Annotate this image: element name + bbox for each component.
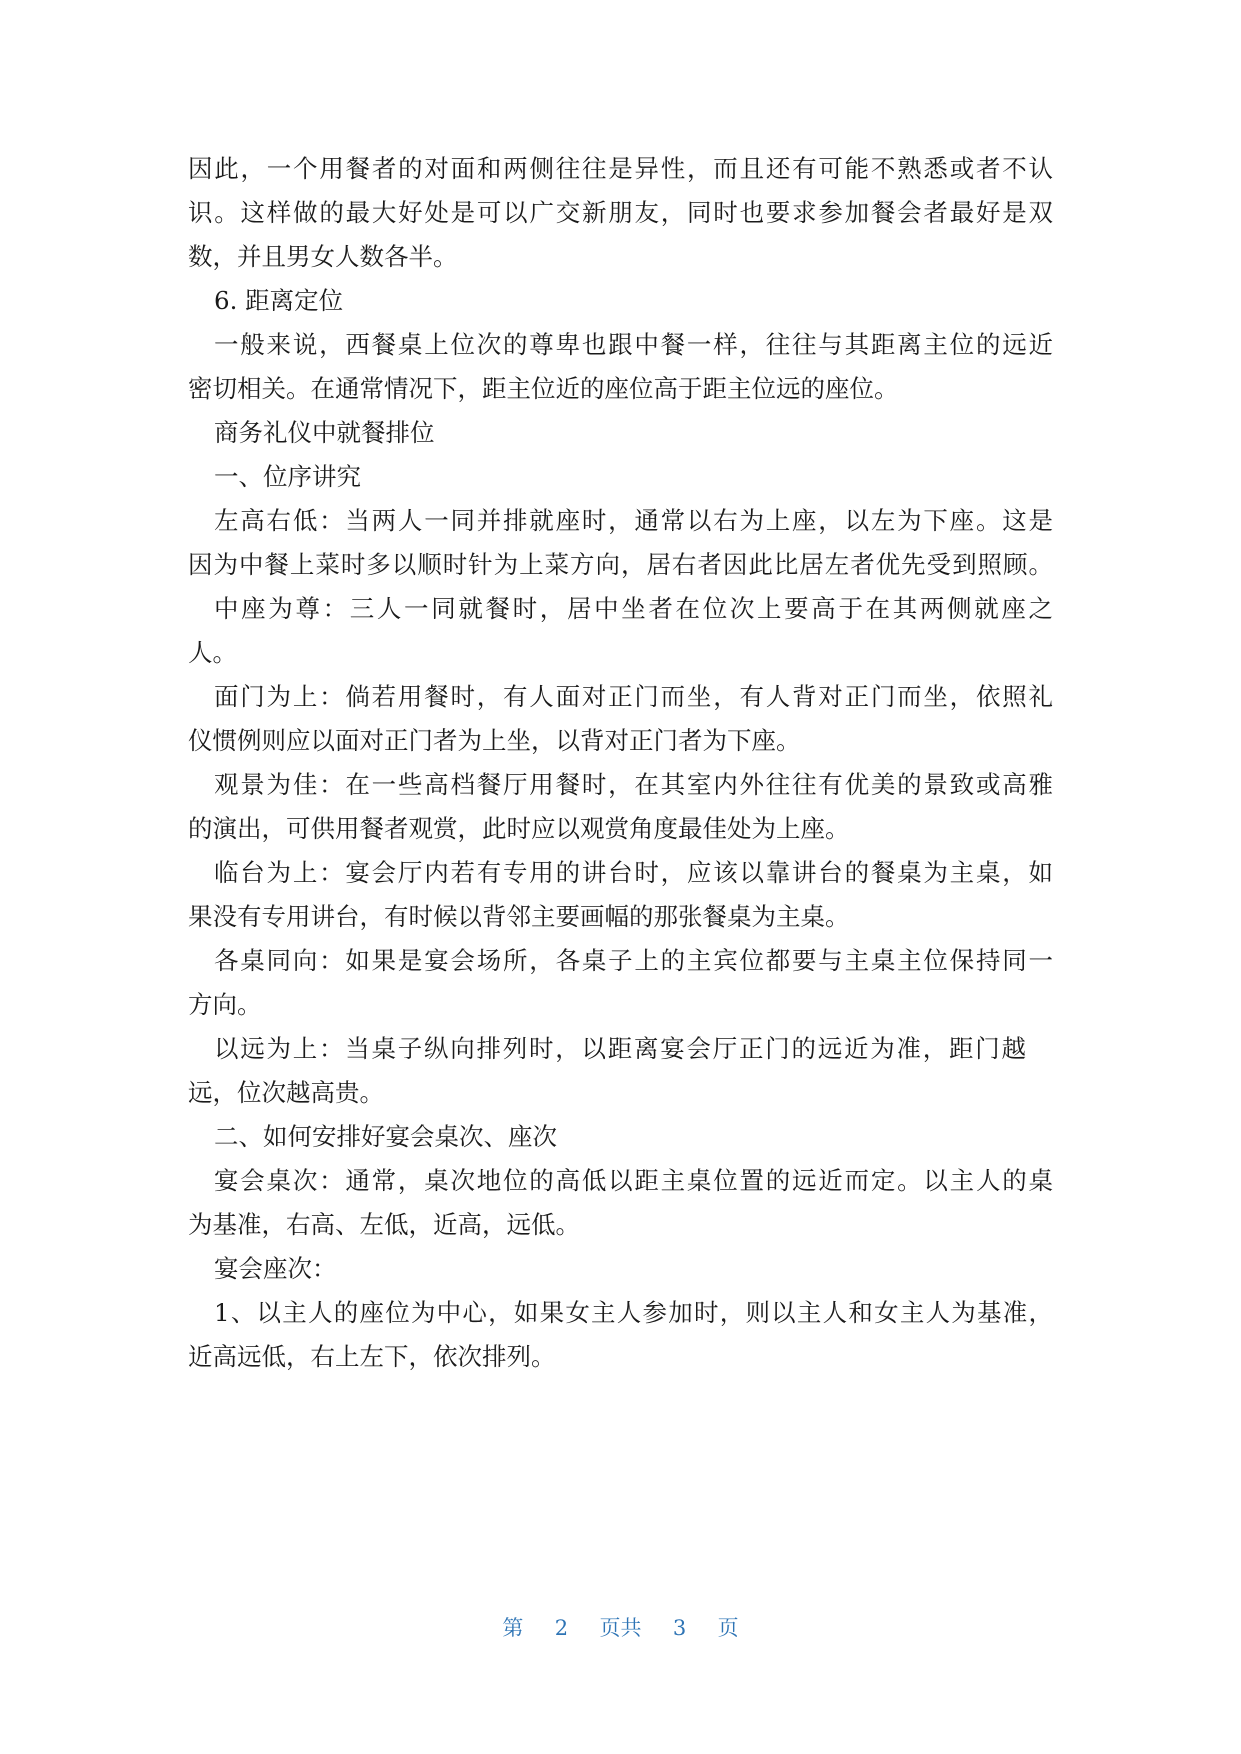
text-line: 数，并且男女人数各半。 [188,242,458,271]
text-line: 远，位次越高贵。 [188,1078,384,1107]
paragraph-first-line: 观景为佳：在一些高档餐厅用餐时，在其室内外往往有优美的景致或高雅 [214,770,1053,799]
text-line: 密切相关。在通常情况下，距主位近的座位高于距主位远的座位。 [188,374,899,403]
section-heading: 一、位序讲究 [214,462,361,491]
page-footer [0,1612,1241,1642]
paragraph-first-line: 各桌同向：如果是宴会场所，各桌子上的主宾位都要与主桌主位保持同一 [214,946,1053,975]
text-line: 的演出，可供用餐者观赏，此时应以观赏角度最佳处为上座。 [188,814,850,843]
paragraph-first-line: 面门为上：倘若用餐时，有人面对正门而坐，有人背对正门而坐，依照礼 [214,682,1053,711]
paragraph-first-line: 以远为上：当桌子纵向排列时，以距离宴会厅正门的远近为准，距门越 [214,1034,1026,1063]
paragraph-first-line: 1、以主人的座位为中心，如果女主人参加时，则以主人和女主人为基准， [214,1298,1053,1327]
section-heading: 6. 距离定位 [214,286,344,315]
text-line: 人。 [188,638,237,667]
page-label: 页共 [599,1616,642,1640]
paragraph-first-line: 一般来说，西餐桌上位次的尊卑也跟中餐一样，往往与其距离主位的远近 [214,330,1053,359]
section-heading: 商务礼仪中就餐排位 [214,418,435,447]
paragraph-first-line: 中座为尊：三人一同就餐时，居中坐者在位次上要高于在其两侧就座之 [214,594,1053,623]
page-label: 页 [717,1616,739,1640]
text-line: 果没有专用讲台，有时候以背邻主要画幅的那张餐桌为主桌。 [188,902,850,931]
section-heading: 二、如何安排好宴会桌次、座次 [214,1122,557,1151]
text-line: 近高远低，右上左下，依次排列。 [188,1342,556,1371]
total-pages-number: 3 [672,1616,687,1640]
current-page-number: 2 [554,1616,569,1640]
text-line: 因此，一个用餐者的对面和两侧往往是异性，而且还有可能不熟悉或者不认 [188,154,1053,183]
page-label: 第 [502,1616,524,1640]
text-line: 识。这样做的最大好处是可以广交新朋友，同时也要求参加餐会者最好是双 [188,198,1053,227]
text-line: 为基准，右高、左低，近高，远低。 [188,1210,580,1239]
paragraph-first-line: 临台为上：宴会厅内若有专用的讲台时，应该以靠讲台的餐桌为主桌，如 [214,858,1053,887]
paragraph-first-line: 左高右低：当两人一同并排就座时，通常以右为上座，以左为下座。这是 [214,506,1053,535]
paragraph-first-line: 宴会桌次：通常，桌次地位的高低以距主桌位置的远近而定。以主人的桌 [214,1166,1053,1195]
text-line: 因为中餐上菜时多以顺时针为上菜方向，居右者因此比居左者优先受到照顾。 [188,550,1053,579]
text-line: 方向。 [188,990,262,1019]
text-line: 宴会座次： [214,1254,337,1283]
text-line: 仪惯例则应以面对正门者为上坐，以背对正门者为下座。 [188,726,801,755]
